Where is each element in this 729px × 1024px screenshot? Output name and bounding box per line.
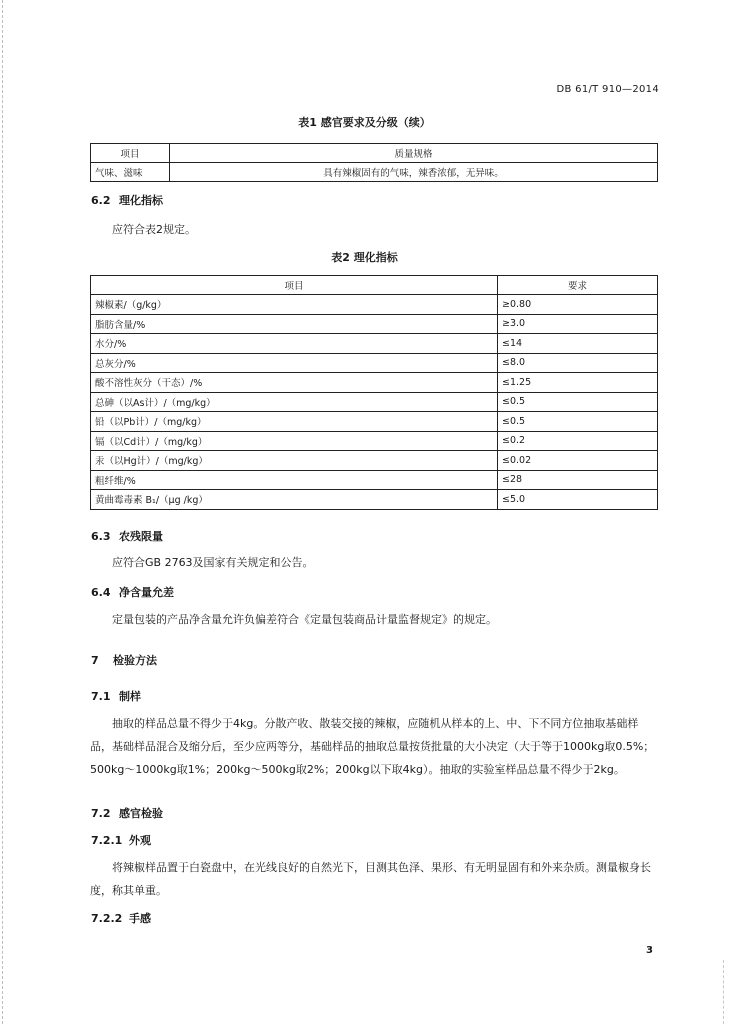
table-cell: ≤8.0 — [498, 353, 658, 373]
table-cell: 气味、滋味 — [91, 163, 170, 182]
table-row — [91, 314, 658, 334]
section-text-6-3: 应符合GB 2763及国家有关规定和公告。 — [112, 556, 314, 569]
table-row — [91, 451, 658, 471]
section-heading-6-2 — [91, 192, 163, 208]
section-title: 农残限量 — [119, 530, 163, 543]
table-row — [91, 334, 658, 354]
section-heading-7 — [91, 652, 157, 668]
section-number: 7 — [91, 654, 99, 667]
table-cell: 具有辣椒固有的气味，辣香浓郁，无异味。 — [170, 163, 658, 182]
table-row — [91, 392, 658, 412]
table-row — [91, 295, 658, 315]
section-number: 7.1 — [91, 690, 111, 703]
section-number: 7.2.2 — [91, 912, 123, 925]
table-header-row — [91, 144, 658, 163]
section-heading-7-1 — [91, 688, 141, 704]
table-header-row — [91, 276, 658, 295]
table-cell: ≤0.5 — [498, 392, 658, 412]
table-header-cell: 质量规格 — [170, 144, 658, 163]
section-title: 感官检验 — [119, 807, 163, 820]
section-title: 检验方法 — [113, 654, 157, 667]
table-cell: 总砷（以As计）/（mg/kg） — [91, 392, 498, 412]
table-cell: 辣椒素/（g/kg） — [91, 295, 498, 315]
section-heading-7-2-2 — [91, 910, 151, 926]
table-cell: 镉（以Cd计）/（mg/kg） — [91, 431, 498, 451]
section-text-6-4: 定量包装的产品净含量允许负偏差符合《定量包装商品计量监督规定》的规定。 — [112, 613, 497, 626]
section-number: 6.4 — [91, 586, 111, 599]
table-cell: 酸不溶性灰分（干态）/% — [91, 373, 498, 393]
table1 — [90, 143, 658, 182]
table2-caption: 表2 理化指标 — [331, 251, 398, 264]
section-title: 净含量允差 — [119, 586, 174, 599]
table-cell: ≤14 — [498, 334, 658, 354]
section-heading-7-2 — [91, 805, 163, 821]
table-row — [91, 470, 658, 490]
table2 — [90, 275, 658, 510]
table-cell: ≤0.5 — [498, 412, 658, 432]
table-cell: 总灰分/% — [91, 353, 498, 373]
table-row — [91, 373, 658, 393]
table-row — [91, 353, 658, 373]
table-cell: ≥3.0 — [498, 314, 658, 334]
table-cell: 粗纤维/% — [91, 470, 498, 490]
section-number: 7.2 — [91, 807, 111, 820]
section-number: 6.3 — [91, 530, 111, 543]
section-title: 外观 — [129, 834, 151, 847]
table-header-cell: 要求 — [498, 276, 658, 295]
table-row — [91, 490, 658, 510]
scan-edge-right — [723, 960, 725, 1024]
section-text-6-2: 应符合表2规定。 — [112, 223, 196, 236]
table-row — [91, 431, 658, 451]
table-cell: ≥0.80 — [498, 295, 658, 315]
table-cell: 水分/% — [91, 334, 498, 354]
table-cell: 黄曲霉毒素 B₁/（μg /kg） — [91, 490, 498, 510]
table-cell: ≤0.2 — [498, 431, 658, 451]
table-cell: ≤1.25 — [498, 373, 658, 393]
section-title: 理化指标 — [119, 194, 163, 207]
table-cell: ≤5.0 — [498, 490, 658, 510]
section-heading-6-3 — [91, 528, 163, 544]
section-title: 手感 — [129, 912, 151, 925]
section-heading-6-4 — [91, 584, 174, 600]
table-header-cell: 项目 — [91, 144, 170, 163]
section-number: 7.2.1 — [91, 834, 123, 847]
table-header-cell: 项目 — [91, 276, 498, 295]
table-row — [91, 412, 658, 432]
section-text-7-1: 抽取的样品总量不得少于4kg。分散产收、散装交接的辣椒，应随机从样本的上、中、下不同方位抽取基础样品，基础样品混合及缩分后，至少应两等分，基础样品的抽取总量按货批量的大小决定（大于等于1000kg取0.5%；500kg～1000kg取1%；200kg～500kg取2%；200kg以下取4kg）。抽取的实验室样品总量不得少于2kg。 — [90, 717, 655, 776]
table-cell: 汞（以Hg计）/（mg/kg） — [91, 451, 498, 471]
table-cell: 脂肪含量/% — [91, 314, 498, 334]
table-cell: 铅（以Pb计）/（mg/kg） — [91, 412, 498, 432]
section-title: 制样 — [119, 690, 141, 703]
section-heading-7-2-1 — [91, 832, 151, 848]
document-code: DB 61/T 910—2014 — [556, 84, 659, 95]
section-number: 6.2 — [91, 194, 111, 207]
table-row — [91, 163, 658, 182]
table-cell: ≤28 — [498, 470, 658, 490]
page-number: 3 — [646, 945, 653, 956]
table1-caption: 表1 感官要求及分级（续） — [298, 116, 431, 129]
section-text-7-2-1: 将辣椒样品置于白瓷盘中，在光线良好的自然光下，目测其色泽、果形、有无明显固有和外来杂质。测量椒身长度，称其单重。 — [90, 861, 651, 897]
scan-edge-left — [2, 0, 4, 1024]
table-cell: ≤0.02 — [498, 451, 658, 471]
